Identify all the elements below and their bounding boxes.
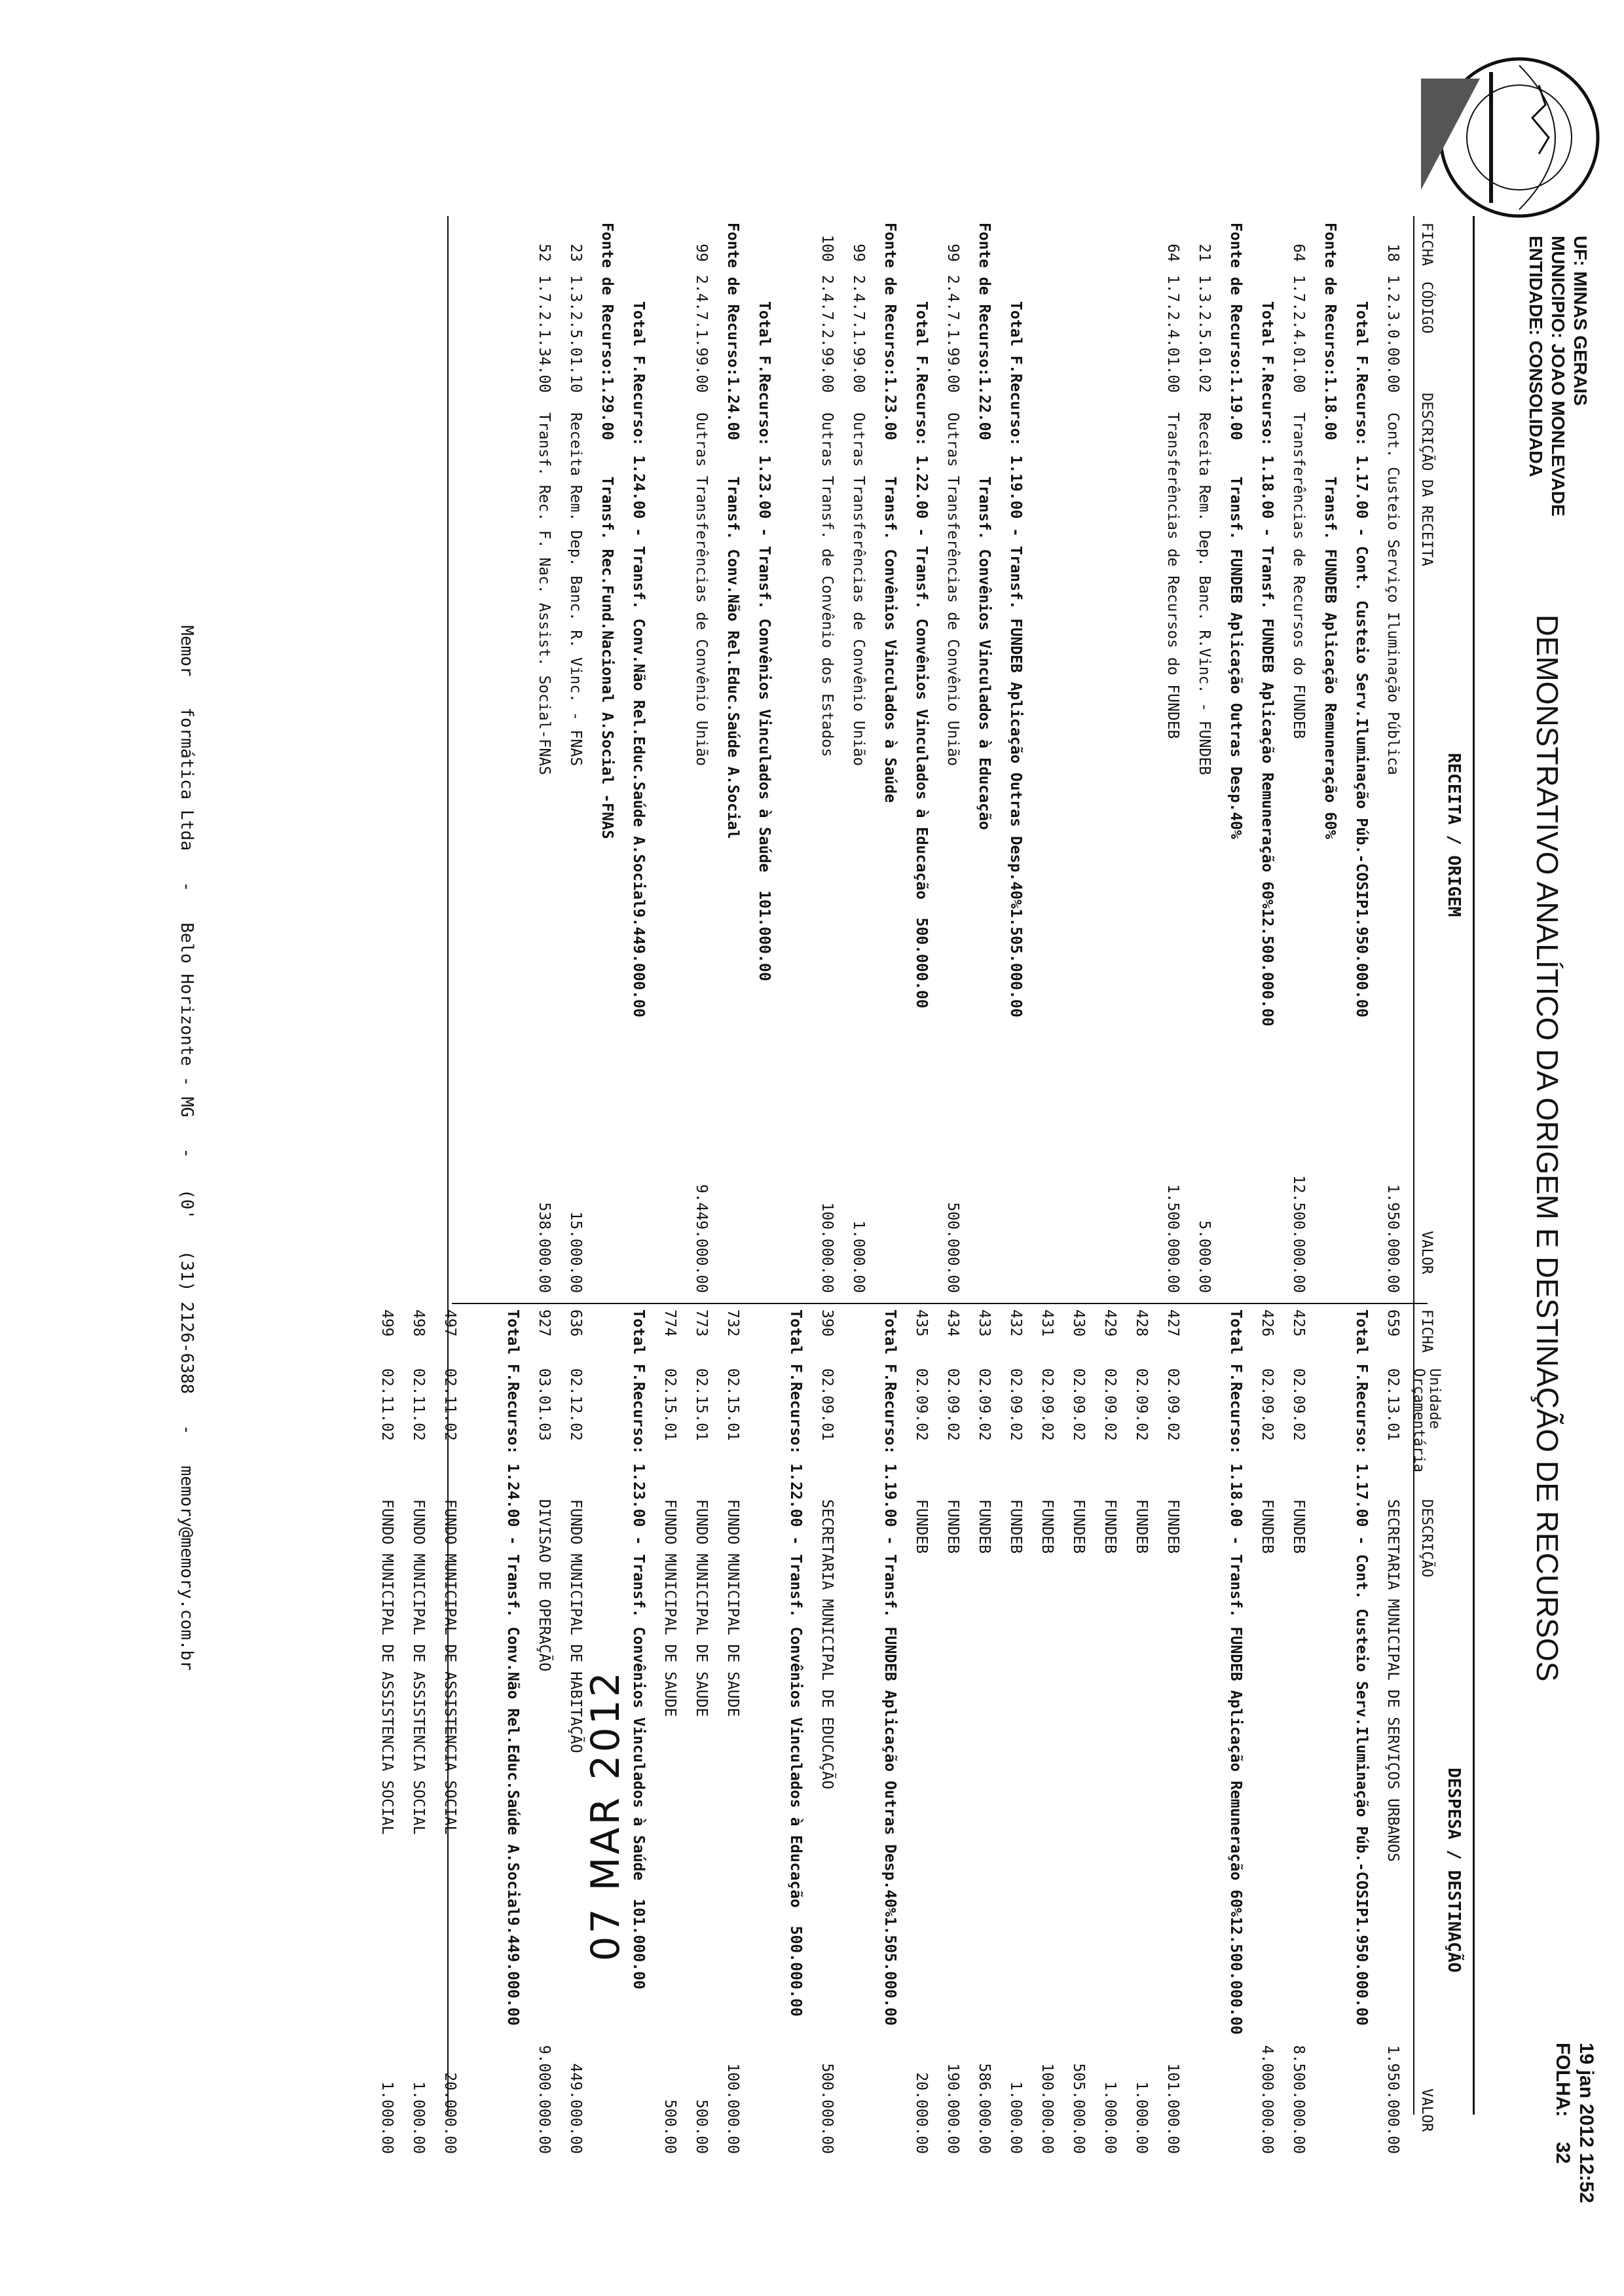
- despesa-ficha: 774: [661, 1309, 678, 1337]
- despesa-unidade: 02.09.02: [913, 1368, 930, 1441]
- despesa-valor: 20.000.00: [441, 2072, 458, 2154]
- entidade-label: ENTIDADE: CONSOLIDADA: [1526, 236, 1546, 477]
- col-des-desc: DESCRIÇÃO: [1418, 1499, 1435, 1578]
- despesa-valor: 20.000.00: [913, 2072, 930, 2154]
- receita-ficha: 52: [536, 244, 553, 262]
- municipio-label: MUNICIPIO: JOAO MONLEVADE: [1548, 236, 1568, 517]
- despesa-ficha: 430: [1070, 1309, 1087, 1337]
- despesa-desc: FUNDO MUNICIPAL DE ASSISTENCIA SOCIAL: [378, 1499, 396, 1835]
- despesa-total-line: Total F.Recurso: 1.23.00 - Transf. Convênios Vinculados à Saúde 101.000.00: [630, 1309, 647, 1990]
- despesa-desc: FUNDO MUNICIPAL DE HABITAÇÃO: [567, 1499, 584, 1753]
- despesa-unidade: 02.11.02: [410, 1368, 427, 1441]
- receita-fonte-line: Fonte de Recurso:1.18.00 Transf. FUNDEB Aplicação Remuneração 60%: [1321, 223, 1338, 839]
- despesa-desc: FUNDO MUNICIPAL DE ASSISTENCIA SOCIAL: [410, 1499, 427, 1835]
- col-des-unidade-line1: Unidade: [1426, 1368, 1443, 1429]
- receita-ficha: 23: [567, 244, 584, 262]
- despesa-valor: 1.000.00: [1133, 2081, 1150, 2154]
- despesa-desc: SECRETARIA MUNICIPAL DE SERVIÇOS URBANOS: [1384, 1499, 1401, 1862]
- despesa-desc: FUNDO MUNICIPAL DE SAUDE: [661, 1499, 678, 1717]
- despesa-total-line: Total F.Recurso: 1.18.00 - Transf. FUNDEB Aplicação Remuneração 60%12.500.000.00: [1227, 1309, 1244, 2035]
- despesa-desc: SECRETARIA MUNICIPAL DE EDUCAÇÃO: [819, 1499, 836, 1790]
- despesa-total-line: Total F.Recurso: 1.22.00 - Transf. Convênios Vinculados à Educação 500.000.00: [787, 1309, 804, 2017]
- despesa-ficha: 773: [693, 1309, 710, 1337]
- receita-valor: 100.000.00: [819, 1202, 836, 1293]
- receita-codigo: 2.4.7.1.99.00: [850, 275, 867, 393]
- despesa-desc: FUNDEB: [944, 1499, 961, 1554]
- despesa-total-line: Total F.Recurso: 1.24.00 - Transf. Conv.Não Rel.Educ.Saúde A.Social9.449.000.00: [504, 1309, 521, 2026]
- despesa-ficha: 433: [976, 1309, 993, 1337]
- despesa-unidade: 02.13.01: [1384, 1368, 1401, 1441]
- despesa-unidade: 02.15.01: [693, 1368, 710, 1441]
- despesa-valor: 1.000.00: [1007, 2081, 1024, 2154]
- despesa-ficha: 426: [1259, 1309, 1276, 1337]
- receita-desc: Receita Rem. Dep. Banc. R.Vinc. - FUNDEB: [1196, 412, 1213, 775]
- despesa-total-line: Total F.Recurso: 1.17.00 - Cont. Custeio Serv.Iluminação Púb.-COSIP1.950.000.00: [1353, 1309, 1370, 2026]
- despesa-ficha: 431: [1039, 1309, 1056, 1337]
- despesa-unidade: 02.09.01: [819, 1368, 836, 1441]
- receita-codigo: 1.2.3.0.00.00: [1384, 275, 1401, 393]
- receita-total-line: Total F.Recurso: 1.18.00 - Transf. FUNDEB Aplicação Remuneração 60%12.500.000.00: [1259, 301, 1276, 1027]
- received-date-stamp: 07 MAR 2012: [583, 1669, 629, 1961]
- despesa-ficha: 927: [536, 1309, 553, 1337]
- despesa-unidade: 02.15.01: [724, 1368, 741, 1441]
- despesa-desc: FUNDO MUNICIPAL DE ASSISTENCIA SOCIAL: [441, 1499, 458, 1835]
- receita-fonte-line: Fonte de Recurso:1.22.00 Transf. Convênios Vinculados à Educação: [976, 223, 993, 830]
- despesa-ficha: 427: [1164, 1309, 1181, 1337]
- section-receita: RECEITA / ORIGEM: [1444, 753, 1464, 917]
- despesa-unidade: 02.12.02: [567, 1368, 584, 1441]
- despesa-unidade: 02.09.02: [1164, 1368, 1181, 1441]
- col-rec-codigo: CÓDIGO: [1418, 282, 1435, 334]
- receita-total-line: Total F.Recurso: 1.17.00 - Cont. Custeio Serv.Iluminação Púb.-COSIP1.950.000.00: [1353, 301, 1370, 1017]
- despesa-valor: 4.000.000.00: [1259, 2045, 1276, 2154]
- despesa-unidade: 02.09.02: [1259, 1368, 1276, 1441]
- receita-valor: 9.449.000.00: [693, 1184, 710, 1293]
- folha-value: 32: [1552, 2141, 1574, 2164]
- folha-label: FOLHA:: [1552, 2043, 1574, 2117]
- despesa-desc: FUNDO MUNICIPAL DE SAUDE: [724, 1499, 741, 1717]
- despesa-valor: 500.00: [693, 2099, 710, 2154]
- despesa-desc: FUNDEB: [913, 1499, 930, 1554]
- despesa-unidade: 03.01.03: [536, 1368, 553, 1441]
- despesa-valor: 100.000.00: [724, 2063, 741, 2154]
- receita-ficha: 99: [693, 244, 710, 262]
- receita-desc: Outras Transf. de Convênio dos Estados: [819, 412, 836, 757]
- receita-fonte-line: Fonte de Recurso:1.29.00 Transf. Rec.Fund.Nacional A.Social -FNAS: [599, 223, 616, 839]
- despesa-desc: FUNDO MUNICIPAL DE SAUDE: [693, 1499, 710, 1717]
- receita-desc: Transferências de Recursos do FUNDEB: [1290, 412, 1307, 739]
- receita-ficha: 21: [1196, 244, 1213, 262]
- receita-ficha: 99: [944, 244, 961, 262]
- receita-desc: Receita Rem. Dep. Banc. R. Vinc. - FNAS: [567, 412, 584, 767]
- receita-codigo: 1.7.2.1.34.00: [536, 275, 553, 393]
- despesa-desc: FUNDEB: [1070, 1499, 1087, 1554]
- col-des-unidade-line2: Orçamentária: [1411, 1368, 1427, 1472]
- despesa-desc: FUNDEB: [1007, 1499, 1024, 1554]
- despesa-ficha: 429: [1101, 1309, 1118, 1337]
- column-divider: [452, 1303, 1428, 1304]
- receita-ficha: 18: [1384, 244, 1401, 262]
- despesa-ficha: 659: [1384, 1309, 1401, 1337]
- report-datetime: 19 jan 2012 12:52: [1576, 2043, 1597, 2204]
- despesa-valor: 8.500.000.00: [1290, 2045, 1307, 2154]
- header-rule-top: [1473, 216, 1475, 2115]
- receita-total-line: Total F.Recurso: 1.24.00 - Transf. Conv.Não Rel.Educ.Saúde A.Social9.449.000.00: [630, 301, 647, 1017]
- despesa-valor: 1.000.00: [1101, 2081, 1118, 2154]
- receita-codigo: 1.3.2.5.01.10: [567, 275, 584, 393]
- despesa-valor: 500.00: [661, 2099, 678, 2154]
- despesa-desc: FUNDEB: [1164, 1499, 1181, 1554]
- receita-fonte-line: Fonte de Recurso:1.23.00 Transf. Convênios Vinculados à Saúde: [881, 223, 898, 803]
- despesa-unidade: 02.09.02: [1101, 1368, 1118, 1441]
- receita-ficha: 64: [1164, 244, 1181, 262]
- receita-ficha: 100: [819, 234, 836, 262]
- receita-valor: 538.000.00: [536, 1202, 553, 1293]
- despesa-desc: FUNDEB: [1133, 1499, 1150, 1554]
- despesa-desc: FUNDEB: [976, 1499, 993, 1554]
- despesa-desc: FUNDEB: [1101, 1499, 1118, 1554]
- receita-total-line: Total F.Recurso: 1.23.00 - Transf. Convênios Vinculados à Saúde 101.000.00: [756, 301, 773, 981]
- col-des-unidade: [1411, 1368, 1442, 1472]
- despesa-unidade: 02.11.02: [378, 1368, 396, 1441]
- receita-valor: 500.000.00: [944, 1202, 961, 1293]
- receita-desc: Transferências de Recursos do FUNDEB: [1164, 412, 1181, 739]
- receita-codigo: 1.7.2.4.01.00: [1164, 275, 1181, 393]
- despesa-unidade: 02.09.02: [1290, 1368, 1307, 1441]
- despesa-ficha: 390: [819, 1309, 836, 1337]
- despesa-unidade: 02.09.02: [1039, 1368, 1056, 1441]
- despesa-valor: 190.000.00: [944, 2063, 961, 2154]
- col-rec-desc: DESCRIÇÃO DA RECEITA: [1418, 393, 1435, 566]
- despesa-valor: 505.000.00: [1070, 2063, 1087, 2154]
- despesa-valor: 449.000.00: [567, 2063, 584, 2154]
- receita-codigo: 1.7.2.4.01.00: [1290, 275, 1307, 393]
- report-title: DEMONSTRATIVO ANALÍTICO DA ORIGEM E DESTINAÇÃO DE RECURSOS: [1530, 614, 1564, 1682]
- receita-ficha: 99: [850, 244, 867, 262]
- receita-desc: Outras Transferências de Convênio União: [944, 412, 961, 767]
- folha-line: [1551, 2043, 1574, 2203]
- despesa-valor: 1.950.000.00: [1384, 2045, 1401, 2154]
- despesa-unidade: 02.09.02: [1007, 1368, 1024, 1441]
- despesa-desc: FUNDEB: [1259, 1499, 1276, 1554]
- receita-ficha: 64: [1290, 244, 1307, 262]
- despesa-valor: 1.000.00: [410, 2081, 427, 2154]
- despesa-valor: 100.000.00: [1039, 2063, 1056, 2154]
- receita-fonte-line: Fonte de Recurso:1.19.00 Transf. FUNDEB Aplicação Outras Desp.40%: [1227, 223, 1244, 839]
- despesa-unidade: 02.09.02: [944, 1368, 961, 1441]
- despesa-unidade: 02.09.02: [1070, 1368, 1087, 1441]
- despesa-ficha: 497: [441, 1309, 458, 1337]
- receita-desc: Transf. Rec. F. Nac. Assist. Social-FNAS: [536, 412, 553, 775]
- despesa-ficha: 428: [1133, 1309, 1150, 1337]
- despesa-unidade: 02.09.02: [1133, 1368, 1150, 1441]
- receita-desc: Cont. Custeio Serviço Iluminação Pública: [1384, 412, 1401, 775]
- despesa-total-line: Total F.Recurso: 1.19.00 - Transf. FUNDEB Aplicação Outras Desp.40%1.505.000.00: [881, 1309, 898, 2026]
- despesa-desc: FUNDEB: [1290, 1499, 1307, 1554]
- despesa-ficha: 499: [378, 1309, 396, 1337]
- section-despesa: DESPESA / DESTINAÇÃO: [1444, 1768, 1464, 1973]
- despesa-valor: 9.000.000.00: [536, 2045, 553, 2154]
- receita-valor: 1.000.00: [850, 1220, 867, 1293]
- col-rec-valor: VALOR: [1418, 1231, 1435, 1275]
- despesa-desc: FUNDEB: [1039, 1499, 1056, 1554]
- receita-codigo: 2.4.7.1.99.00: [693, 275, 710, 393]
- receita-valor: 12.500.000.00: [1290, 1175, 1307, 1293]
- col-des-valor: VALOR: [1418, 2088, 1435, 2132]
- despesa-valor: 1.000.00: [378, 2081, 396, 2154]
- receita-desc: Outras Transferências de Convênio União: [693, 412, 710, 767]
- despesa-desc: DIVISAO DE OPERAÇÃO: [536, 1499, 553, 1672]
- receita-desc: Outras Transferências de Convênio União: [850, 412, 867, 767]
- receita-total-line: Total F.Recurso: 1.22.00 - Transf. Convênios Vinculados à Educação 500.000.00: [913, 301, 930, 1009]
- receita-valor: 1.950.000.00: [1384, 1184, 1401, 1293]
- col-des-ficha: FICHA: [1418, 1309, 1435, 1353]
- despesa-valor: 586.000.00: [976, 2063, 993, 2154]
- despesa-ficha: 636: [567, 1309, 584, 1337]
- receita-codigo: 1.3.2.5.01.02: [1196, 275, 1213, 393]
- despesa-valor: 500.000.00: [819, 2063, 836, 2154]
- despesa-ficha: 498: [410, 1309, 427, 1337]
- receita-valor: 1.500.000.00: [1164, 1184, 1181, 1293]
- despesa-ficha: 432: [1007, 1309, 1024, 1337]
- receita-valor: 15.000.00: [567, 1211, 584, 1293]
- footer-company-line: Memor formática Ltda - Belo Horizonte - MG - (0' (31) 2126-6388 - memory@memory.com.br: [177, 625, 196, 1671]
- uf-label: UF: MINAS GERAIS: [1570, 236, 1591, 406]
- receita-codigo: 2.4.7.1.99.00: [944, 275, 961, 393]
- despesa-unidade: 02.15.01: [661, 1368, 678, 1441]
- col-rec-ficha: FICHA: [1418, 223, 1435, 266]
- header-date-block: [1551, 2043, 1598, 2203]
- despesa-valor: 101.000.00: [1164, 2063, 1181, 2154]
- despesa-unidade: 02.09.02: [976, 1368, 993, 1441]
- receita-valor: 5.000.00: [1196, 1220, 1213, 1293]
- despesa-ficha: 434: [944, 1309, 961, 1337]
- receita-total-line: Total F.Recurso: 1.19.00 - Transf. FUNDEB Aplicação Outras Desp.40%1.505.000.00: [1007, 301, 1024, 1017]
- despesa-ficha: 732: [724, 1309, 741, 1337]
- despesa-unidade: 02.11.02: [441, 1368, 458, 1441]
- despesa-ficha: 425: [1290, 1309, 1307, 1337]
- camara-municipal-seal: [1421, 26, 1617, 242]
- despesa-ficha: 435: [913, 1309, 930, 1337]
- receita-fonte-line: Fonte de Recurso:1.24.00 Transf. Conv.Não Rel.Educ.Saúde A.Social: [724, 223, 741, 839]
- receita-codigo: 2.4.7.2.99.00: [819, 275, 836, 393]
- header-rule-bottom: [1413, 216, 1414, 2115]
